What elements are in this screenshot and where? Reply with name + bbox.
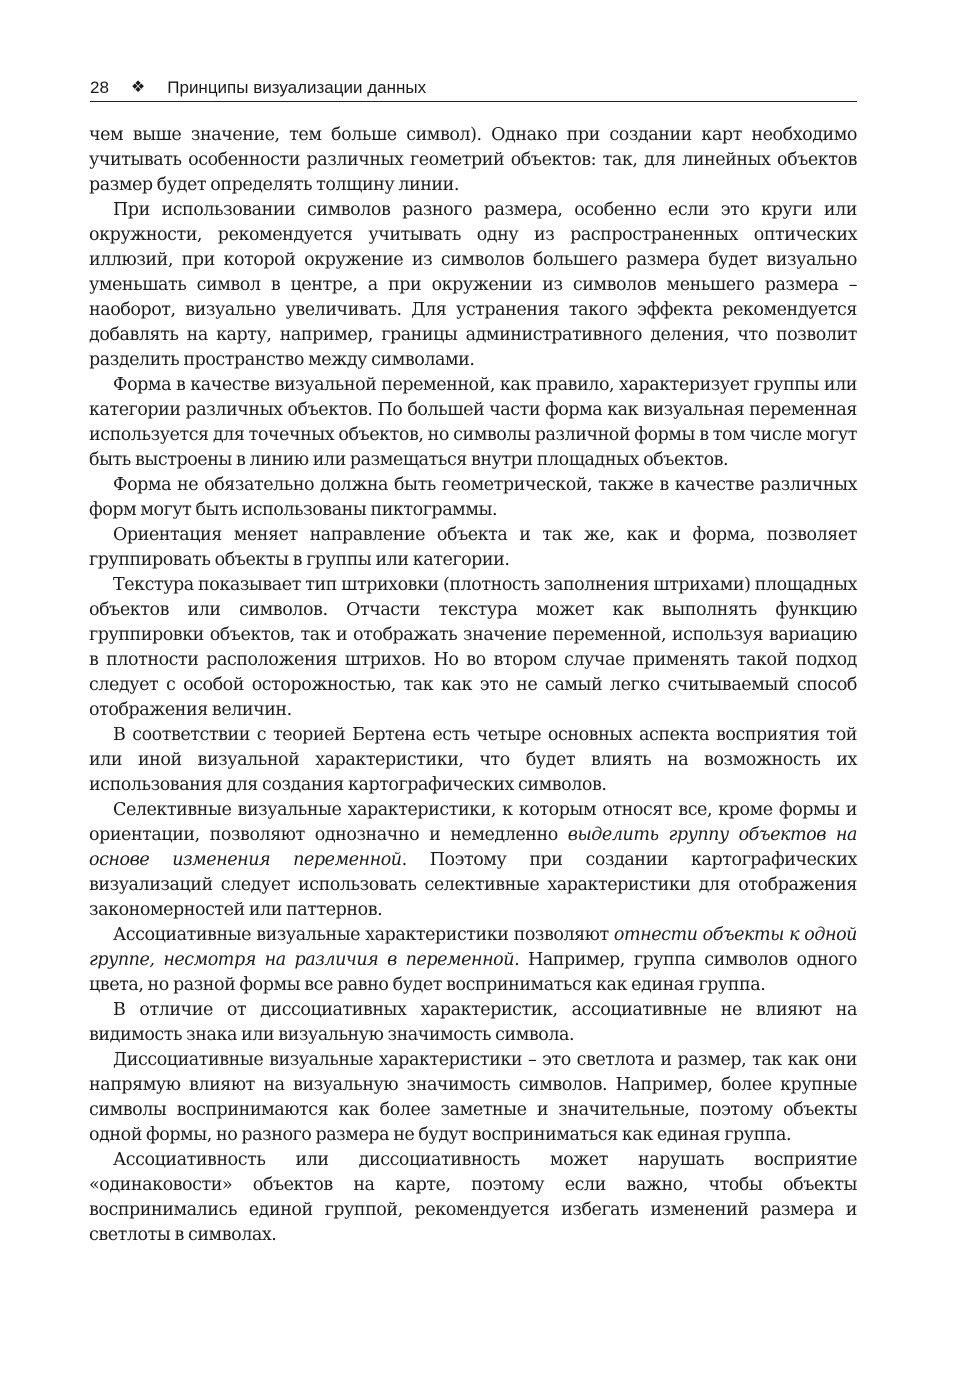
running-title: Принципы визуализации данных (167, 78, 427, 97)
text-run: . Например, группа символов одного цвета, но разной формы все равно будет восприниматься как единая группа. (89, 950, 857, 995)
paragraph (89, 573, 857, 723)
text-run: Селективные визуальные характеристики, к которым относят все, кроме формы и ориентации, позволяют однозначно и немедленно (89, 800, 857, 845)
emphasis-text: выделить группу объектов на основе изменения переменной (89, 825, 857, 870)
paragraph (89, 798, 857, 923)
paragraph (89, 1148, 857, 1248)
text-run: Ассоциативные визуальные характеристики позволяют (113, 925, 614, 945)
text-run: Форма в качестве визуальной переменной, как правило, характеризует группы или категории различных объектов. По большей части форма как визуальная переменная используется для точечных объектов, но символы различной формы в том числе могут быть выстроены в линию или размещаться внутри площадных объектов. (89, 375, 857, 470)
page-body (89, 123, 857, 1248)
text-run: Ориентация меняет направление объекта и так же, как и форма, позволяет группировать объекты в группы или категории. (89, 525, 857, 570)
text-run: Форма не обязательно должна быть геометрической, также в качестве различных форм могут быть использованы пиктограммы. (89, 475, 857, 520)
paragraph (89, 998, 857, 1048)
text-run: В отличие от диссоциативных характеристик, ассоциативные не влияют на видимость знака или визуальную значимость символа. (89, 1000, 857, 1045)
emphasis-text: отнести объекты к одной группе, несмотря на различия в переменной (89, 925, 858, 970)
paragraph (89, 1048, 857, 1148)
paragraph (89, 198, 857, 373)
paragraph (89, 373, 857, 473)
text-run: . Поэтому при создании картографических визуализаций следует использовать селективные характеристики для отображения закономерностей или паттернов. (89, 850, 857, 920)
text-run: В соответствии с теорией Бертена есть четыре основных аспекта восприятия той или иной визуальной характеристики, что будет влиять на возможность их использования для создания картографических символов. (89, 725, 857, 795)
text-run: При использовании символов разного размера, особенно если это круги или окружности, рекомендуется учитывать одну из распространенных оптических иллюзий, при которой окружение из символов большего размера будет визуально уменьшать символ в центре, а при окружении из символов меньшего размера – наоборот, визуально увеличивать. Для устранения такого эффекта рекомендуется добавлять на карту, например, границы административного деления, что позволит разделить пространство между символами. (89, 200, 857, 370)
paragraph (89, 523, 857, 573)
paragraph (89, 923, 857, 998)
running-header (90, 76, 857, 102)
text-run: Диссоциативные визуальные характеристики – это светлота и размер, так как они напрямую влияют на визуальную значимость символов. Например, более крупные символы воспринимаются как более заметные и значительные, поэтому объекты одной формы, но разного размера не будут восприниматься как единая группа. (89, 1050, 857, 1145)
text-run: Текстура показывает тип штриховки (плотность заполнения штрихами) площадных объектов или символов. Отчасти текстура может как выполнять функцию группировки объектов, так и отображать значение переменной, используя вариацию в плотности расположения штрихов. Но во втором случае применять такой подход следует с особой осторожностью, так как это не самый легко считываемый способ отображения величин. (89, 575, 857, 720)
paragraph (89, 723, 857, 798)
ornament-separator-icon: ❖ (130, 79, 146, 96)
paragraph (89, 123, 857, 198)
page-number: 28 (90, 78, 109, 97)
text-run: чем выше значение, тем больше символ). Однако при создании карт необходимо учитывать особенности различных геометрий объектов: так, для линейных объектов размер будет определять толщину линии. (89, 125, 857, 195)
text-run: Ассоциативность или диссоциативность может нарушать восприятие «одинаковости» объектов на карте, поэтому если важно, чтобы объекты воспринимались единой группой, рекомендуется избегать изменений размера и светлоты в символах. (89, 1150, 857, 1245)
paragraph (89, 473, 857, 523)
